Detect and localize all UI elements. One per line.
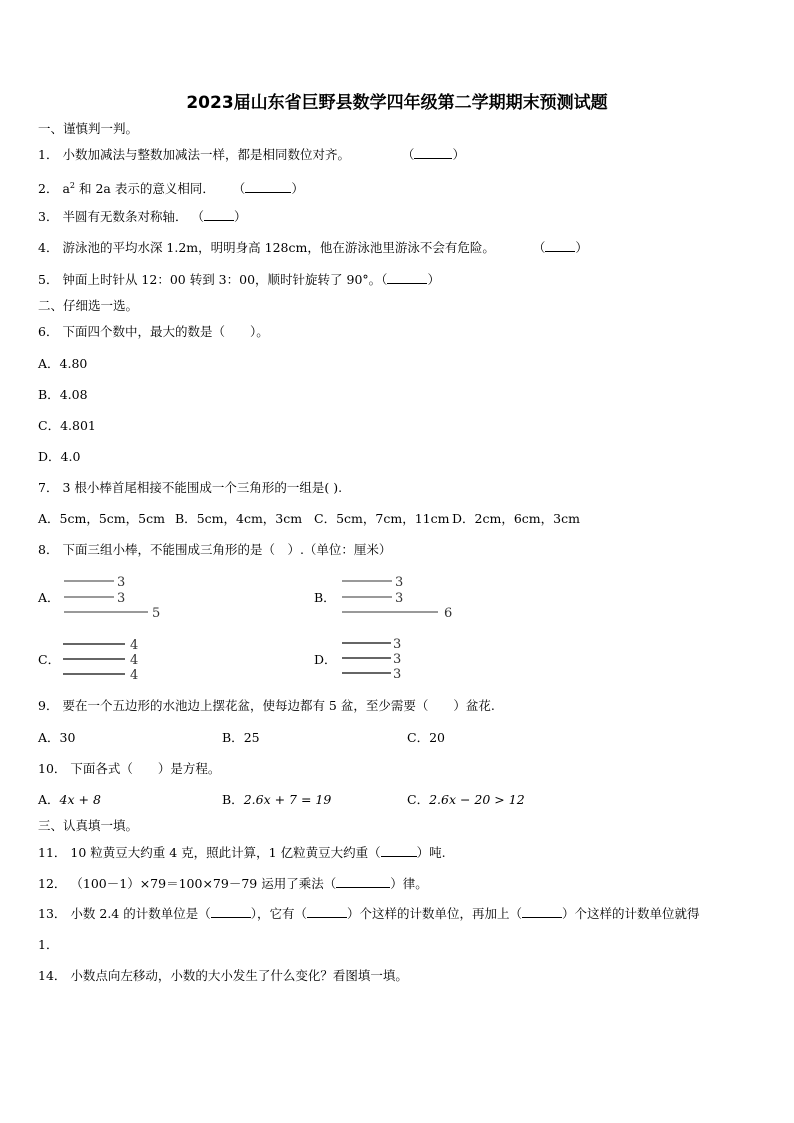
q7-option-d[interactable] — [452, 511, 580, 527]
option-label: A． — [38, 730, 60, 745]
answer-blank[interactable] — [211, 906, 251, 918]
stick-length: 3 — [117, 575, 126, 590]
paren-close: ） — [427, 272, 440, 287]
stick-length: 6 — [444, 606, 453, 621]
question-text-part: ）个这样的计数单位，再加上（ — [346, 906, 522, 921]
stick-length: 3 — [395, 575, 404, 590]
answer-blank[interactable] — [414, 147, 452, 159]
option-value: 4.08 — [59, 387, 88, 402]
option-value: 5cm，5cm，5cm — [59, 511, 165, 526]
question-1 — [38, 147, 465, 163]
q6-option-c[interactable] — [38, 418, 96, 434]
paren-close: ） — [452, 147, 465, 162]
q7-option-c[interactable] — [314, 511, 449, 527]
q8-option-c-label[interactable]: C． — [38, 652, 61, 667]
option-value: 20 — [429, 730, 445, 745]
q10-option-a[interactable] — [38, 792, 101, 808]
section-heading-1: 一、谨慎判一判。 — [38, 121, 139, 136]
question-number: 10． — [38, 761, 67, 776]
q10-option-b[interactable] — [222, 792, 331, 808]
answer-blank[interactable] — [387, 272, 427, 284]
paren-open: （ — [381, 272, 388, 287]
question-6 — [38, 324, 269, 340]
question-11 — [38, 845, 446, 861]
question-number: 1． — [38, 147, 59, 162]
q7-option-b[interactable] — [175, 511, 302, 527]
question-2 — [38, 178, 304, 197]
q8-option-d-label[interactable]: D． — [314, 652, 337, 667]
q7-option-a[interactable] — [38, 511, 165, 527]
question-text: 要在一个五边形的水池边上摆花盆，使每边都有 5 盆，至少需要（ ）盆花. — [62, 698, 495, 713]
option-value: 4.0 — [60, 449, 81, 464]
q6-option-a[interactable] — [38, 356, 87, 372]
question-number: 14． — [38, 968, 67, 983]
q9-option-b[interactable] — [222, 730, 260, 746]
option-label: B． — [222, 730, 244, 745]
option-label: C． — [407, 730, 430, 745]
option-value: 2cm，6cm，3cm — [474, 511, 580, 526]
question-text: 钟面上时针从 12：00 转到 3：00，顺时针旋转了 90°。 — [62, 272, 382, 287]
question-5 — [38, 272, 440, 288]
question-text-part: 小数 2.4 的计数单位是（ — [70, 906, 211, 921]
question-4 — [38, 240, 588, 256]
option-label: C． — [407, 792, 430, 807]
answer-blank[interactable] — [545, 240, 575, 252]
question-number: 12． — [38, 876, 67, 891]
option-value: 25 — [243, 730, 260, 745]
question-tail: ）律。 — [390, 876, 428, 891]
section-heading-2: 二、仔细选一选。 — [38, 298, 139, 313]
question-text: 半圆有无数条对称轴． — [62, 209, 188, 224]
paren-open: （ — [401, 147, 415, 162]
option-label: A． — [38, 356, 60, 371]
option-label: B． — [222, 792, 244, 807]
q8-option-d-sticks — [336, 634, 436, 684]
question-number: 4． — [38, 240, 59, 255]
question-9 — [38, 698, 495, 714]
q8-option-b-label[interactable]: B． — [314, 590, 336, 605]
question-number: 2． — [38, 181, 59, 197]
option-label: A． — [38, 792, 60, 807]
stick-length: 4 — [130, 638, 139, 653]
question-number: 5． — [38, 272, 59, 287]
option-value: 5cm，7cm，11cm — [336, 511, 450, 526]
question-text: 3 根小棒首尾相接不能围成一个三角形的一组是( ). — [62, 480, 343, 495]
question-text: 小数加减法与整数加减法一样，都是相同数位对齐。 — [62, 147, 350, 162]
question-13-continued: 1． — [38, 937, 59, 952]
paren-open: （ — [532, 240, 546, 255]
question-number: 9． — [38, 698, 59, 713]
question-tail: ）吨. — [416, 845, 446, 860]
question-3 — [38, 209, 246, 225]
question-text: 下面四个数中，最大的数是（ ）。 — [62, 324, 269, 339]
question-number: 11． — [38, 845, 67, 860]
question-number: 13． — [38, 906, 67, 921]
q8-option-b-sticks — [336, 572, 466, 622]
q6-option-b[interactable] — [38, 387, 88, 403]
answer-blank[interactable] — [522, 906, 562, 918]
question-number: 7． — [38, 480, 59, 495]
q8-option-a-label[interactable]: A． — [38, 590, 60, 605]
question-14 — [38, 968, 408, 984]
question-text: 小数点向左移动，小数的大小发生了什么变化？看图填一填。 — [70, 968, 408, 983]
option-label: C． — [38, 418, 61, 433]
option-label: B． — [38, 387, 60, 402]
q10-option-c[interactable] — [407, 792, 525, 808]
page-title: 2023届山东省巨野县数学四年级第二学期期末预测试题 — [186, 93, 608, 113]
option-value: 4.801 — [60, 418, 96, 433]
question-text: 10 粒黄豆大约重 4 克，照此计算，1 亿粒黄豆大约重（ — [70, 845, 381, 860]
question-10 — [38, 761, 220, 777]
option-label: D． — [38, 449, 61, 464]
question-text: （100－1）×79＝100×79－79 运用了乘法（ — [70, 876, 337, 891]
option-value: 2.6x − 20 > 12 — [429, 792, 525, 807]
q8-option-c-sticks — [58, 634, 158, 684]
stick-length: 3 — [393, 652, 402, 667]
question-text: 和 2a 表示的意义相同． — [78, 181, 215, 197]
stick-length: 4 — [130, 668, 139, 683]
q9-option-c[interactable] — [407, 730, 445, 746]
question-text-part: ），它有（ — [250, 906, 307, 921]
option-value: 2.6x + 7 = 19 — [243, 792, 332, 807]
question-7 — [38, 480, 342, 496]
question-12 — [38, 876, 428, 892]
stick-length: 3 — [393, 667, 402, 682]
option-label: D． — [452, 511, 475, 526]
question-text: 下面各式（ ）是方程。 — [70, 761, 221, 776]
exponent: 2 — [69, 181, 75, 190]
answer-blank[interactable] — [204, 209, 234, 221]
option-label: C． — [314, 511, 337, 526]
answer-blank[interactable] — [336, 876, 390, 888]
answer-blank[interactable] — [245, 181, 291, 193]
question-number: 6． — [38, 324, 59, 339]
stick-length: 4 — [130, 653, 139, 668]
option-value: 4x + 8 — [59, 792, 101, 807]
stick-length: 3 — [395, 591, 404, 606]
paren-open: （ — [232, 181, 246, 197]
question-text-part: ）个这样的计数单位就得 — [562, 906, 700, 921]
paren-open: （ — [191, 209, 204, 224]
q8-option-a-sticks — [58, 572, 188, 622]
paren-close: ） — [291, 181, 304, 197]
option-value: 4.80 — [59, 356, 88, 371]
variable-a: a — [62, 181, 70, 197]
option-value: 30 — [59, 730, 76, 745]
answer-blank[interactable] — [381, 845, 417, 857]
question-text: 下面三组小棒，不能围成三角形的是（ ）.（单位：厘米） — [62, 542, 392, 557]
answer-blank[interactable] — [307, 906, 347, 918]
paren-close: ） — [575, 240, 588, 255]
q6-option-d[interactable] — [38, 449, 80, 465]
paren-close: ） — [233, 209, 247, 224]
question-8 — [38, 542, 391, 558]
stick-length: 3 — [117, 591, 126, 606]
question-13 — [38, 906, 700, 922]
option-label: A． — [38, 511, 60, 526]
q9-option-a[interactable] — [38, 730, 75, 746]
section-heading-3: 三、认真填一填。 — [38, 818, 139, 833]
question-text: 游泳池的平均水深 1.2m，明明身高 128cm，他在游泳池里游泳不会有危险。 — [62, 240, 495, 255]
stick-length: 5 — [152, 606, 161, 621]
question-number: 8． — [38, 542, 59, 557]
option-label: B． — [175, 511, 197, 526]
option-value: 5cm，4cm，3cm — [196, 511, 303, 526]
stick-length: 3 — [393, 637, 402, 652]
question-number: 3． — [38, 209, 59, 224]
